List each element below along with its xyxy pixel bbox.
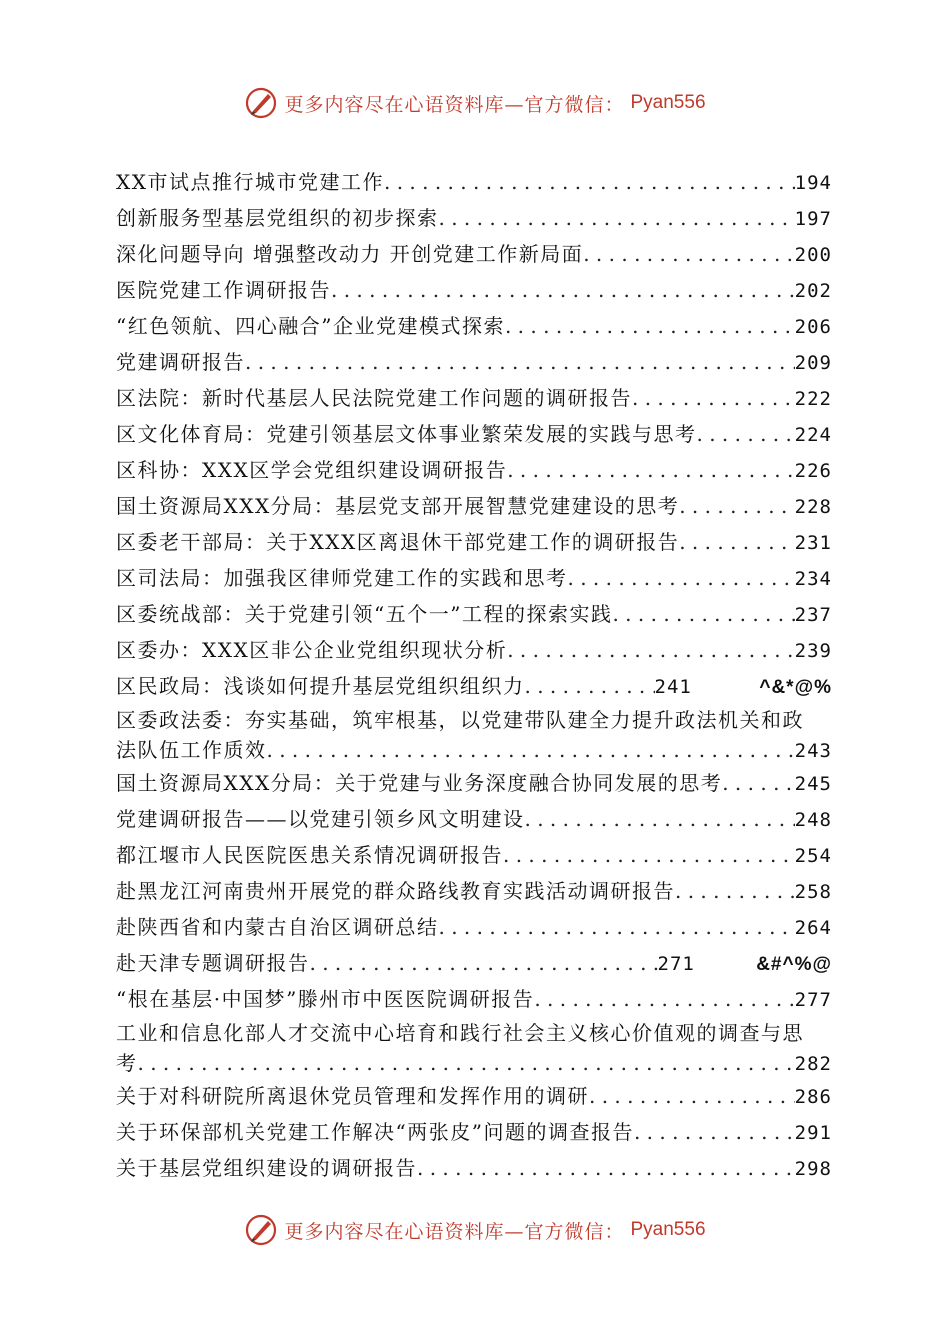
footer-banner xyxy=(0,1213,950,1247)
toc-entry[interactable] xyxy=(116,838,832,874)
toc-entry[interactable] xyxy=(116,165,832,201)
toc-entry-title: “根在基层·中国梦”滕州市中医医院调研报告 xyxy=(116,987,535,1011)
toc-entry-page: 245 xyxy=(794,773,832,795)
leader-dots xyxy=(534,982,794,1017)
leader-dots xyxy=(507,633,794,668)
leader-dots xyxy=(568,561,795,596)
leader-dots xyxy=(505,309,795,344)
toc-entry-page: 206 xyxy=(794,316,832,338)
toc-entry-title: 医院党建工作调研报告 xyxy=(116,278,331,302)
toc-entry-page: 200 xyxy=(794,244,832,266)
leader-dots xyxy=(138,1048,795,1078)
toc-entry-page: 286 xyxy=(794,1086,832,1108)
leader-dots xyxy=(722,766,794,801)
toc-entry-title: 都江堰市人民医院医患关系情况调研报告 xyxy=(116,843,503,867)
toc-entry-title: 区委政法委：夯实基础，筑牢根基，以党建带队建全力提升政法机关和政 xyxy=(116,708,804,732)
toc-entry-page: 298 xyxy=(794,1158,832,1180)
leader-dots xyxy=(525,802,795,837)
toc-entry-page: 258 xyxy=(794,881,832,903)
toc-entry-page: 282 xyxy=(794,1053,832,1075)
toc-entry[interactable] xyxy=(116,237,832,273)
toc-entry[interactable] xyxy=(116,381,832,417)
toc-entry-page: 271 xyxy=(657,953,695,975)
toc-entry[interactable] xyxy=(116,946,832,982)
toc-entry-page: 234 xyxy=(794,568,832,590)
pen-logo-icon xyxy=(244,1213,278,1247)
toc-entry-page: 224 xyxy=(794,424,832,446)
toc-entry-title: 区司法局：加强我区律师党建工作的实践和思考 xyxy=(116,566,568,590)
toc-entry[interactable] xyxy=(116,910,832,946)
toc-entry-page: 243 xyxy=(794,740,832,762)
pen-logo-icon xyxy=(244,86,278,120)
leader-dots xyxy=(632,381,795,416)
toc-entry-title: 区文化体育局：党建引领基层文体事业繁荣发展的实践与思考 xyxy=(116,422,697,446)
leader-dots xyxy=(583,237,794,272)
toc-entry[interactable] xyxy=(116,417,832,453)
leader-dots xyxy=(245,345,795,380)
toc-entry-title: 赴黑龙江河南贵州开展党的群众路线教育实践活动调研报告 xyxy=(116,879,675,903)
leader-dots xyxy=(697,417,795,452)
toc-entry-page: 228 xyxy=(794,496,832,518)
toc-entry-page: 209 xyxy=(794,352,832,374)
toc-entry[interactable] xyxy=(116,766,832,802)
toc-entry-page: 241 xyxy=(654,676,692,698)
toc-entry-page: 264 xyxy=(794,917,832,939)
toc-entry-page: 237 xyxy=(794,604,832,626)
toc-entry[interactable] xyxy=(116,345,832,381)
toc-entry[interactable] xyxy=(116,1079,832,1115)
toc-entry[interactable] xyxy=(116,802,832,838)
toc-entry-page: 277 xyxy=(794,989,832,1011)
toc-entry-title: 区法院：新时代基层人民法院党建工作问题的调研报告 xyxy=(116,386,632,410)
leader-dots xyxy=(679,525,794,560)
toc-entry[interactable] xyxy=(116,982,832,1018)
leader-dots xyxy=(525,669,655,704)
banner-text: 更多内容尽在心语资料库—官方微信： xyxy=(284,93,625,116)
toc-entry-title: 工业和信息化部人才交流中心培育和践行社会主义核心价值观的调查与思 xyxy=(116,1021,804,1045)
table-of-contents xyxy=(116,165,832,1187)
toc-entry-title: 赴陕西省和内蒙古自治区调研总结 xyxy=(116,915,439,939)
toc-entry-title: “红色领航、四心融合”企业党建模式探索 xyxy=(116,314,505,338)
toc-entry-title-continued: 法队伍工作质效 xyxy=(116,738,267,762)
toc-entry-title: 区委老干部局：关于XXX区离退休干部党建工作的调研报告 xyxy=(116,530,680,554)
toc-entry[interactable] xyxy=(116,489,832,525)
banner-account: Pyan556 xyxy=(630,92,706,113)
toc-entry-title: 党建调研报告——以党建引领乡风文明建设 xyxy=(116,807,525,831)
toc-entry[interactable] xyxy=(116,309,832,345)
toc-entry[interactable] xyxy=(116,453,832,489)
toc-entry-page: 194 xyxy=(794,172,832,194)
toc-entry[interactable] xyxy=(116,1151,832,1187)
banner-text: 更多内容尽在心语资料库—官方微信： xyxy=(284,1220,625,1243)
toc-entry[interactable] xyxy=(116,874,832,910)
leader-dots xyxy=(503,838,795,873)
toc-entry-page: 197 xyxy=(794,208,832,230)
toc-entry[interactable] xyxy=(116,1115,832,1151)
toc-entry-title: 关于环保部机关党建工作解决“两张皮”问题的调查报告 xyxy=(116,1120,634,1144)
leader-dots xyxy=(417,1151,795,1186)
toc-entry-title: 区委统战部：关于党建引领“五个一”工程的探索实践 xyxy=(116,602,613,626)
leader-dots xyxy=(331,273,795,308)
toc-entry-title-continued: 考 xyxy=(116,1051,138,1075)
stray-symbols: &#^%@ xyxy=(756,954,832,975)
toc-entry-page: 202 xyxy=(794,280,832,302)
toc-entry-page: 222 xyxy=(794,388,832,410)
toc-entry[interactable] xyxy=(116,561,832,597)
leader-dots xyxy=(439,910,795,945)
toc-entry-title: XX市试点推行城市党建工作 xyxy=(116,170,384,194)
toc-entry[interactable] xyxy=(116,597,832,633)
banner-account: Pyan556 xyxy=(630,1219,706,1240)
leader-dots xyxy=(384,165,795,200)
toc-entry-title: 关于基层党组织建设的调研报告 xyxy=(116,1156,417,1180)
toc-entry-page: 291 xyxy=(794,1122,832,1144)
toc-entry[interactable] xyxy=(116,201,832,237)
toc-entry-title: 关于对科研院所离退休党员管理和发挥作用的调研 xyxy=(116,1084,589,1108)
leader-dots xyxy=(439,201,795,236)
leader-dots xyxy=(612,597,794,632)
toc-entry[interactable] xyxy=(116,705,832,766)
leader-dots xyxy=(589,1079,795,1114)
toc-entry-title: 创新服务型基层党组织的初步探索 xyxy=(116,206,439,230)
toc-entry[interactable] xyxy=(116,669,832,705)
toc-entry-title: 深化问题导向 增强整改动力 开创党建工作新局面 xyxy=(116,242,584,266)
leader-dots xyxy=(679,489,794,524)
toc-entry[interactable] xyxy=(116,1018,832,1079)
toc-entry-title: 党建调研报告 xyxy=(116,350,245,374)
leader-dots xyxy=(267,735,795,765)
leader-dots xyxy=(507,453,794,488)
toc-entry[interactable] xyxy=(116,273,832,309)
toc-entry-page: 226 xyxy=(794,460,832,482)
toc-entry-title: 区科协：XXX区学会党组织建设调研报告 xyxy=(116,458,508,482)
toc-entry[interactable] xyxy=(116,633,832,669)
stray-symbols: ^&*@% xyxy=(759,677,832,698)
leader-dots xyxy=(634,1115,795,1150)
toc-entry[interactable] xyxy=(116,525,832,561)
toc-entry-page: 254 xyxy=(794,845,832,867)
toc-entry-page: 231 xyxy=(794,532,832,554)
toc-entry-title: 国土资源局XXX分局：基层党支部开展智慧党建建设的思考 xyxy=(116,494,680,518)
header-banner xyxy=(0,86,950,120)
leader-dots xyxy=(310,946,658,981)
toc-entry-page: 239 xyxy=(794,640,832,662)
toc-entry-title: 区委办：XXX区非公企业党组织现状分析 xyxy=(116,638,508,662)
toc-entry-title: 区民政局：浅谈如何提升基层党组织组织力 xyxy=(116,674,525,698)
toc-entry-page: 248 xyxy=(794,809,832,831)
toc-entry-title: 国土资源局XXX分局：关于党建与业务深度融合协同发展的思考 xyxy=(116,771,723,795)
leader-dots xyxy=(675,874,795,909)
toc-entry-title: 赴天津专题调研报告 xyxy=(116,951,310,975)
